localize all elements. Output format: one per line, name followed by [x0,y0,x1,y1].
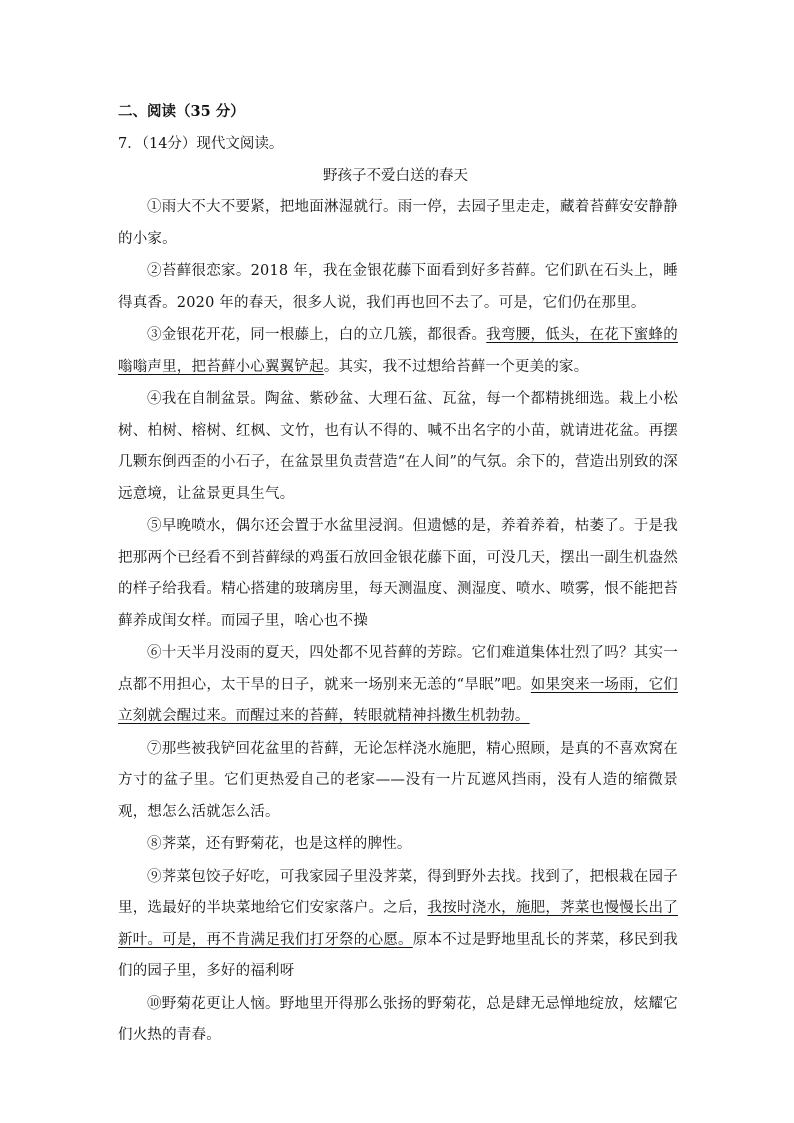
paragraph-text: ⑦那些被我铲回花盆里的苔藓，无论怎样浇水施肥，精心照顾，是真的不喜欢窝在方寸的盆子里。它们更热爱自己的老家——没有一片瓦遮风挡雨，没有人造的缩微景观，想怎么活就怎么活。 [118,740,678,820]
article-paragraph [118,734,678,829]
paragraph-text: ⑩野菊花更让人恼。野地里开得那么张扬的野菊花，总是肆无忌惮地绽放，炫耀它们火热的青春。 [118,995,678,1043]
paragraph-text: ⑧荠菜，还有野菊花，也是这样的脾性。 [147,836,412,852]
article-paragraph [118,256,678,319]
paragraph-text: ⑥十天半月没雨的夏天，四处都不见苔藓的芳踪。它们难道集体壮烈了吗？其实一点都不用担心，太干旱的日子，就来一场别来无恙的“旱眠”吧。 [118,645,678,693]
section-heading: 二、阅读（35 分） [118,103,245,120]
article-title: 野孩子不爱白送的春天 [323,168,468,184]
paragraph-text: ⑨荠菜包饺子好吃，可我家园子里没荠菜，得到野外去找。找到了，把根栽在园子里，选最好的半块菜地给它们安家落户。之后， [118,868,678,916]
paragraph-text: 。其实，我不过想给苔藓一个更美的家。 [323,358,589,375]
paragraph-text: 原本不过是野地里乱长的荠菜，移民到我们的园子里，多好的福利呀 [118,931,678,979]
article-paragraph [118,829,678,861]
underlined-sentence: 如果突来一场雨，它们立刻就会醒过来。而醒过来的苔藓，转眼就精神抖擞生机勃勃。 [118,676,679,724]
article-paragraph [118,384,678,510]
underlined-sentence: 我弯腰，低头，在花下蜜蜂的嗡嗡声里，把苔藓小心翼翼铲起 [118,327,678,375]
article-paragraph [118,320,678,383]
paragraph-text: ③金银花开花，同一根藤上，白的立几簇，都很香。 [147,327,487,343]
article-paragraph [118,192,678,255]
paragraph-text: ②苔藓很恋家。2018 年，我在金银花藤下面看到好多苔藓。它们趴在石头上，睡得真香。2020 年的春天，很多人说，我们再也回不去了。可是，它们仍在那里。 [118,263,678,311]
article-paragraph [118,989,678,1052]
article-paragraph [118,862,678,988]
article-paragraph [118,511,678,637]
paragraph-text: ⑤早晚喷水，偶尔还会置于水盆里浸润。但遗憾的是，养着养着，枯萎了。于是我把那两个已经看不到苔藓绿的鸡蛋石放回金银花藤下面，可没几天，摆出一副生机盎然的样子给我看。精心搭建的玻璃房里，每天测温度、测湿度、喷水、喷雾，恨不能把苔藓养成闺女样。而园子里，啥心也不操 [118,518,678,629]
underlined-sentence: 我按时浇水，施肥，荠菜也慢慢长出了新叶。可是，再不肯满足我们打牙祭的心愿。 [118,900,678,948]
paragraph-text: ①雨大不大不要紧，把地面淋湿就行。雨一停，去园子里走走，藏着苔藓安安静静的小家。 [118,199,678,247]
article-body [118,192,678,1053]
question-label: 7．（14分）现代文阅读。 [118,136,284,152]
paragraph-text: ④我在自制盆景。陶盆、紫砂盆、大理石盆、瓦盆，每一个都精挑细选。栽上小松树、柏树、榕树、红枫、文竹，也有认不得的、喊不出名字的小苗，就请进花盆。再摆几颗东倒西歪的小石子，在盆景里负责营造“在人间”的气氛。余下的，营造出别致的深远意境，让盆景更具生气。 [118,391,678,502]
article-paragraph [118,638,678,733]
